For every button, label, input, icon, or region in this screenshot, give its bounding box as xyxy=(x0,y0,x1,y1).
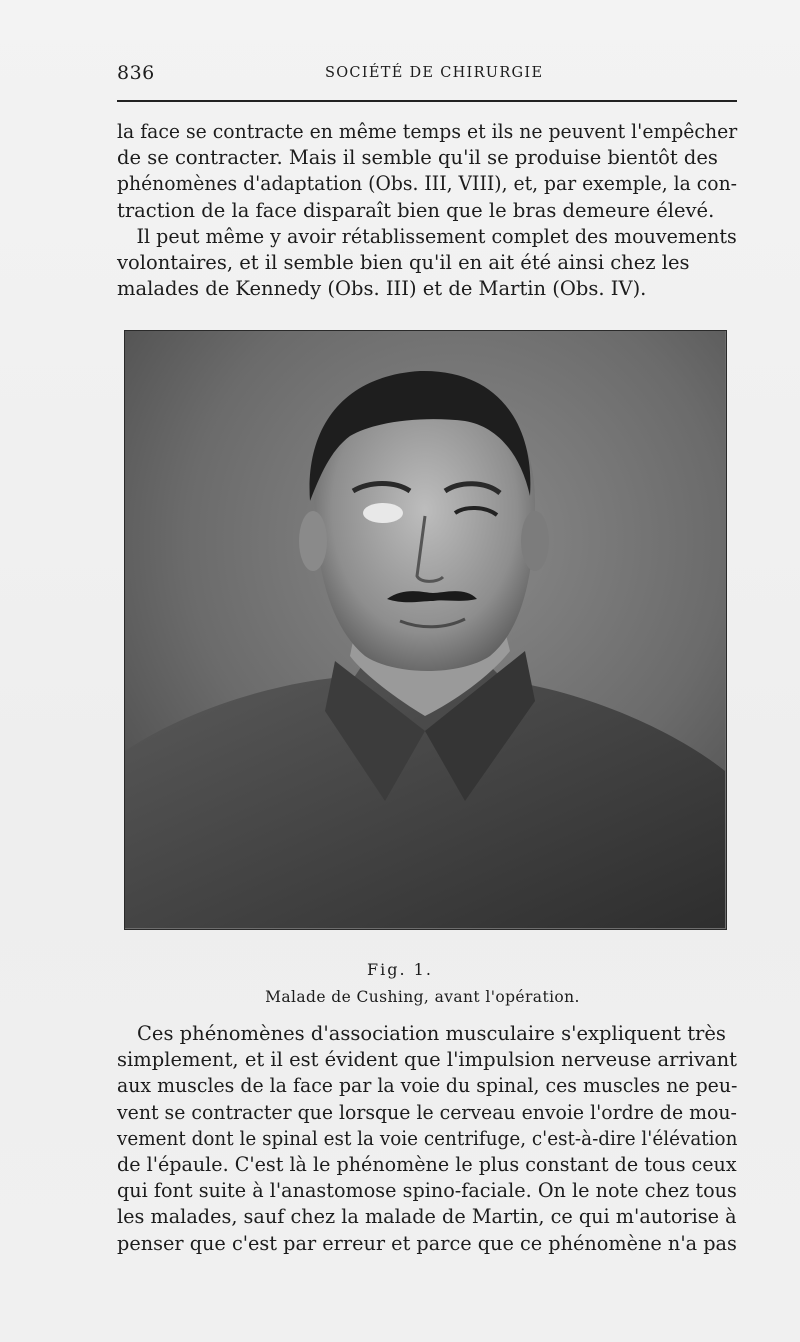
text-line: traction de la face disparaît bien que le bras demeure élevé. xyxy=(117,198,715,222)
text-line: vement dont le spinal est la voie centrifuge, c'est-à-dire l'élévation xyxy=(117,1126,738,1150)
header-rule xyxy=(117,100,737,102)
text-line: phénomènes d'adaptation (Obs. III, VIII), et, par exemple, la con- xyxy=(117,172,737,196)
text-line: simplement, et il est évident que l'impulsion nerveuse arrivant xyxy=(117,1048,738,1072)
photograph-drawing xyxy=(125,331,725,928)
text-line: de se contracter. Mais il semble qu'il se produise bientôt des xyxy=(117,146,718,170)
top-text-block xyxy=(117,119,737,302)
page-number: 836 xyxy=(117,62,155,84)
text-line: de l'épaule. C'est là le phénomène le plus constant de tous ceux xyxy=(117,1153,737,1177)
page-header xyxy=(117,60,737,88)
text-line: la face se contracte en même temps et ils ne peuvent l'empêcher xyxy=(117,120,738,143)
patient-photograph xyxy=(124,330,727,930)
text-line: vent se contracter que lorsque le cerveau envoie l'ordre de mou- xyxy=(117,1100,737,1124)
text-line: aux muscles de la face par la voie du spinal, ces muscles ne peu- xyxy=(117,1074,738,1098)
running-title: SOCIÉTÉ DE CHIRURGIE xyxy=(325,65,544,81)
figure-caption: Malade de Cushing, avant l'opération. xyxy=(265,988,580,1006)
text-line: Il peut même y avoir rétablissement complet des mouvements xyxy=(136,224,737,248)
text-line: penser que c'est par erreur et parce que ce phénomène n'a pas xyxy=(117,1231,737,1255)
figure-label: Fig. 1. xyxy=(367,960,433,979)
text-line: les malades, sauf chez la malade de Martin, ce qui m'autorise à xyxy=(117,1205,737,1229)
text-line: malades de Kennedy (Obs. III) et de Martin (Obs. IV). xyxy=(117,277,647,301)
text-line: volontaires, et il semble bien qu'il en ait été ainsi chez les xyxy=(117,251,690,275)
bottom-text-block xyxy=(117,1021,737,1257)
text-line: Ces phénomènes d'association musculaire s'expliquent très xyxy=(137,1022,726,1045)
text-line: qui font suite à l'anastomose spino-faciale. On le note chez tous xyxy=(117,1179,737,1203)
